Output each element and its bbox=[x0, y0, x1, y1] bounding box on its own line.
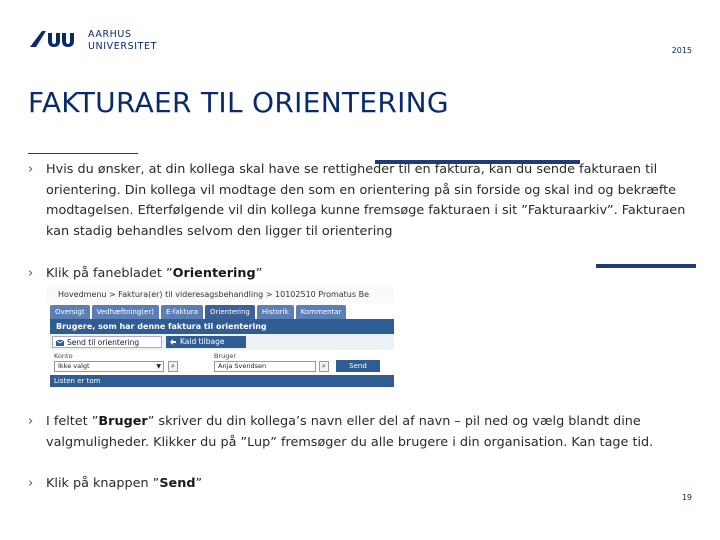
tab-comment[interactable]: Kommentar bbox=[296, 305, 347, 319]
bullet-text-part: ” bbox=[255, 266, 263, 281]
send-to-orientation-label: Send til orientering bbox=[67, 338, 140, 347]
page-number: 19 bbox=[681, 493, 692, 502]
panel-title: Brugere, som har denne faktura til orientering bbox=[50, 319, 394, 334]
bullet-text-part: ” skriver du din kollega’s navn eller del af navn – pil ned og vælg blandt dine valgmuligheder. Klikker du på ”Lup” fremsøger du alle brugere i din organisation. Kan tage tid. bbox=[46, 414, 654, 450]
konto-label: Konto bbox=[54, 352, 73, 360]
title-divider bbox=[28, 153, 138, 154]
send-icon bbox=[56, 339, 64, 347]
bullet-text-bold: Send bbox=[159, 476, 196, 491]
chevron-down-icon: ▼ bbox=[156, 363, 161, 370]
recall-button[interactable] bbox=[166, 336, 246, 348]
search-icon[interactable]: ⌕ bbox=[168, 361, 178, 372]
university-name bbox=[88, 29, 157, 53]
embedded-screenshot bbox=[46, 287, 394, 387]
recall-label: Kald tilbage bbox=[180, 337, 225, 346]
bullet-text-part: ” bbox=[195, 476, 203, 491]
aarhus-university-logo-icon bbox=[28, 27, 76, 49]
tab-attachments[interactable]: Vedhæftning(er) bbox=[92, 305, 159, 319]
bullet-text-bold: Orientering bbox=[172, 266, 256, 281]
konto-select[interactable] bbox=[54, 361, 164, 372]
slide-title: FAKTURAER TIL ORIENTERING bbox=[28, 86, 449, 119]
magnifier-lookup-icon[interactable]: ⌕ bbox=[319, 361, 329, 372]
send-button[interactable]: Send bbox=[336, 360, 380, 372]
tab-oversigt[interactable]: Oversigt bbox=[50, 305, 90, 319]
user-list-empty: Listen er tom bbox=[50, 375, 394, 387]
bullet-text bbox=[46, 474, 688, 495]
chevron-right-icon: › bbox=[28, 162, 34, 177]
bullet-text-part: I feltet ” bbox=[46, 414, 99, 429]
logo-line2: UNIVERSITET bbox=[88, 41, 158, 52]
year-label: 2015 bbox=[671, 46, 692, 55]
bullet-text: Hvis du ønsker, at din kollega skal have se rettigheder til en faktura, kan du sende fakturaen til orientering. Din kollega vil modtage den som en orientering på sin forside og skal ind og bekræfte modtagelsen. Efterfølgende vil din kollega kunne fremsøge fakturaen i sit ”Fakturaarkiv”. Fakturaen kan stadig behandles selvom den ligger til orientering bbox=[46, 162, 686, 239]
bullet-text-bold: Bruger bbox=[98, 414, 148, 429]
konto-value: Ikke valgt bbox=[58, 362, 90, 370]
bruger-label: Bruger bbox=[214, 352, 237, 360]
bullet-text bbox=[46, 264, 688, 285]
action-bar bbox=[50, 334, 394, 350]
undo-icon bbox=[169, 338, 177, 346]
bullet-text-part: Klik på knappen ” bbox=[46, 476, 160, 491]
send-to-orientation-button[interactable] bbox=[52, 336, 162, 348]
bullet-user-field bbox=[28, 412, 688, 453]
bullet-click-send bbox=[28, 474, 688, 495]
chevron-right-icon: › bbox=[28, 266, 34, 281]
chevron-right-icon: › bbox=[28, 476, 34, 491]
tab-e-invoice[interactable]: E-faktura bbox=[161, 305, 203, 319]
tab-orientering[interactable]: Orientering bbox=[205, 305, 255, 319]
bullet-click-tab bbox=[28, 264, 688, 285]
tab-bar bbox=[46, 305, 346, 319]
logo-line1: AARHUS bbox=[88, 29, 132, 40]
bruger-input[interactable]: Anja Svendsen bbox=[214, 361, 316, 372]
bullet-send-to-orientation bbox=[28, 160, 688, 242]
bullet-text bbox=[46, 412, 688, 453]
chevron-right-icon: › bbox=[28, 414, 34, 429]
bullet-text-part: Klik på fanebladet ” bbox=[46, 266, 173, 281]
tab-history[interactable]: Historik bbox=[257, 305, 294, 319]
breadcrumb: Hovedmenu > Faktura(er) til videresagsbehandling > 10102510 Promatus Be bbox=[46, 287, 394, 303]
